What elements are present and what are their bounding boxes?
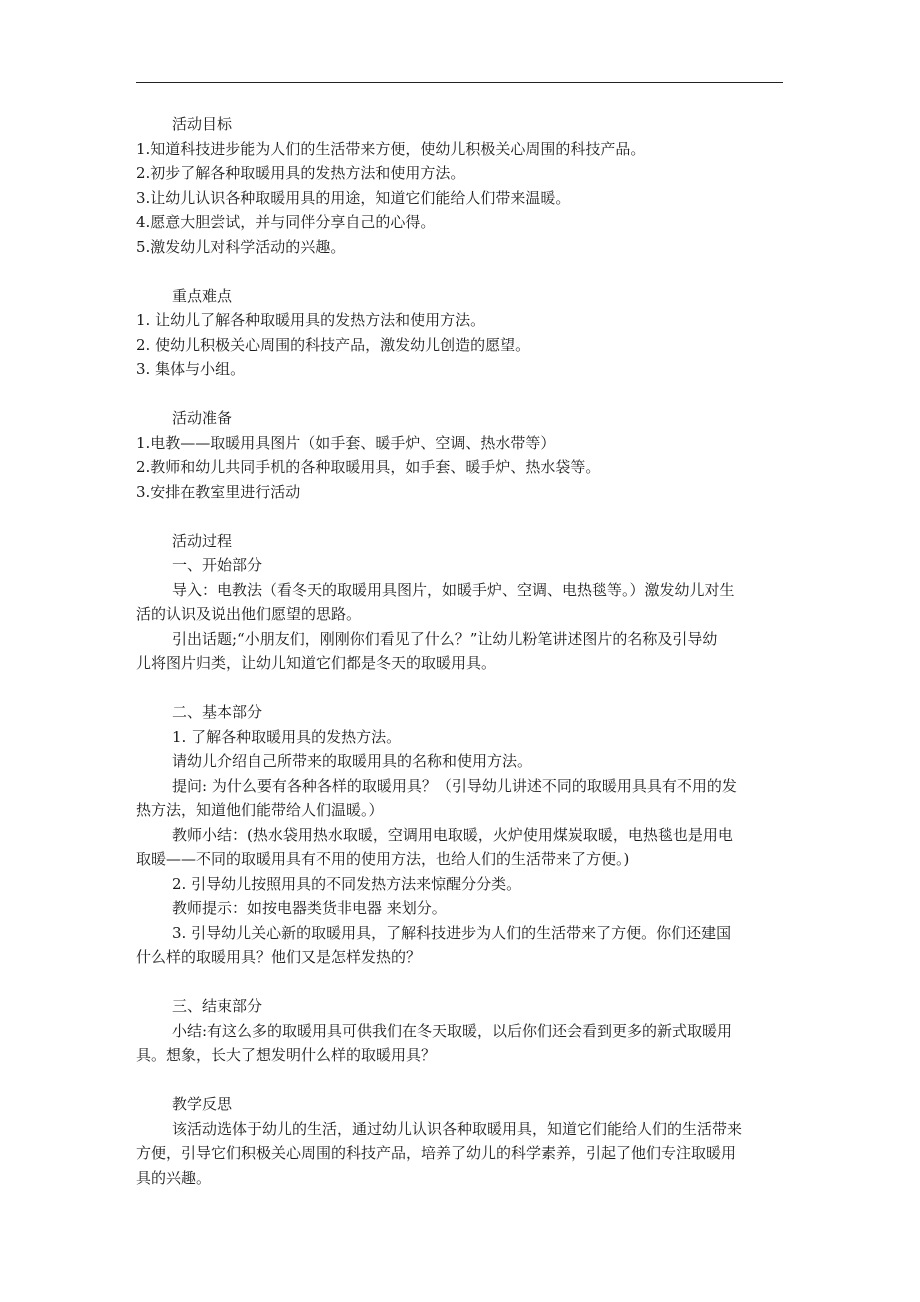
part-title: 三、结束部分 [172, 997, 263, 1015]
paragraph-line: 请幼儿介绍自己所带来的取暖用具的名称和使用方法。 [172, 752, 533, 770]
goal-item: 2.初步了解各种取暖用具的发热方法和使用方法。 [136, 164, 466, 182]
section-heading: 活动准备 [172, 409, 233, 427]
goal-item: 3.让幼儿认识各种取暖用具的用途，知道它们能给人们带来温暖。 [136, 188, 571, 207]
key-point-item: 1. 让幼儿了解各种取暖用具的发热方法和使用方法。 [136, 311, 486, 329]
paragraph-line: 取暖——不同的取暖用具有不用的使用方法，也给人们的生活带来了方便。) [136, 850, 630, 868]
goal-item: 1.知道科技进步能为人们的生活带来方便，使幼儿积极关心周围的科技产品。 [136, 139, 646, 158]
paragraph-line: 活的认识及说出他们愿望的思路。 [136, 605, 362, 623]
process-part1-section [136, 529, 784, 676]
paragraph-line: 教师提示：如按电器类货非电器 来划分。 [172, 899, 447, 917]
paragraph-line: 具。想象，长大了想发明什么样的取暖用具？ [136, 1046, 437, 1064]
section-heading: 活动目标 [172, 115, 233, 133]
part-title: 一、开始部分 [172, 556, 263, 574]
paragraph-line: 1. 了解各种取暖用具的发热方法。 [172, 727, 402, 746]
document-body [136, 112, 784, 1215]
paragraph-line: 方便，引导它们积极关心周围的科技产品，培养了幼儿的科学素养，引起了他们专注取暖用 [136, 1144, 737, 1162]
header-rule [136, 82, 783, 83]
goal-item: 4.愿意大胆尝试，并与同伴分享自己的心得。 [136, 213, 436, 231]
paragraph-line: 导入：电教法（看冬天的取暖用具图片，如暖手炉、空调、电热毯等。）激发幼儿对生 [172, 580, 735, 599]
paragraph-line: 该活动选体于幼儿的生活，通过幼儿认识各种取暖用具，知道它们能给人们的生活带来 [172, 1119, 743, 1138]
key-point-item: 3. 集体与小组。 [136, 360, 246, 378]
paragraph-line: 热方法，知道他们能带给人们温暖。） [136, 801, 384, 819]
key-points-section [136, 284, 784, 382]
preparation-item: 1.电教——取暖用具图片（如手套、暖手炉、空调、热水带等） [136, 433, 556, 452]
paragraph-line: 小结:有这么多的取暖用具可供我们在冬天取暖，以后你们还会看到更多的新式取暖用 [172, 1021, 733, 1040]
preparation-item: 3.安排在教室里进行活动 [136, 482, 301, 501]
reflection-section [136, 1092, 784, 1190]
paragraph-line: 具的兴趣。 [136, 1168, 212, 1187]
paragraph-line: 教师小结：(热水袋用热水取暖，空调用电取暖，火炉使用煤炭取暖，电热毯也是用电 [172, 825, 733, 844]
process-part3-section [136, 994, 784, 1068]
paragraph-line: 什么样的取暖用具？他们又是怎样发热的？ [136, 948, 422, 966]
preparation-section [136, 406, 784, 504]
paragraph-line: 提问: 为什么要有各种各样的取暖用具？（引导幼儿讲述不同的取暖用具具有不用的发 [172, 776, 737, 795]
process-part2-section [136, 700, 784, 970]
paragraph-line: 2. 引导幼儿按照用具的不同发热方法来惊醒分分类。 [172, 874, 522, 893]
paragraph-line: 儿将图片归类，让幼儿知道它们都是冬天的取暖用具。 [136, 654, 497, 672]
paragraph-line: 引出话题;“小朋友们，刚刚你们看见了什么？”让幼儿粉笔讲述图片的名称及引导幼 [172, 629, 718, 648]
key-point-item: 2. 使幼儿积极关心周围的科技产品，激发幼儿创造的愿望。 [136, 335, 531, 354]
paragraph-line: 3. 引导幼儿关心新的取暖用具，了解科技进步为人们的生活带来了方便。你们还建国 [172, 923, 732, 942]
preparation-item: 2.教师和幼儿共同手机的各种取暖用具，如手套、暖手炉、热水袋等。 [136, 458, 601, 476]
section-heading: 教学反思 [172, 1095, 233, 1113]
goals-section [136, 112, 784, 259]
section-heading: 活动过程 [172, 531, 233, 550]
goal-item: 5.激发幼儿对科学活动的兴趣。 [136, 237, 346, 256]
part-title: 二、基本部分 [172, 703, 263, 721]
section-heading: 重点难点 [172, 286, 233, 305]
